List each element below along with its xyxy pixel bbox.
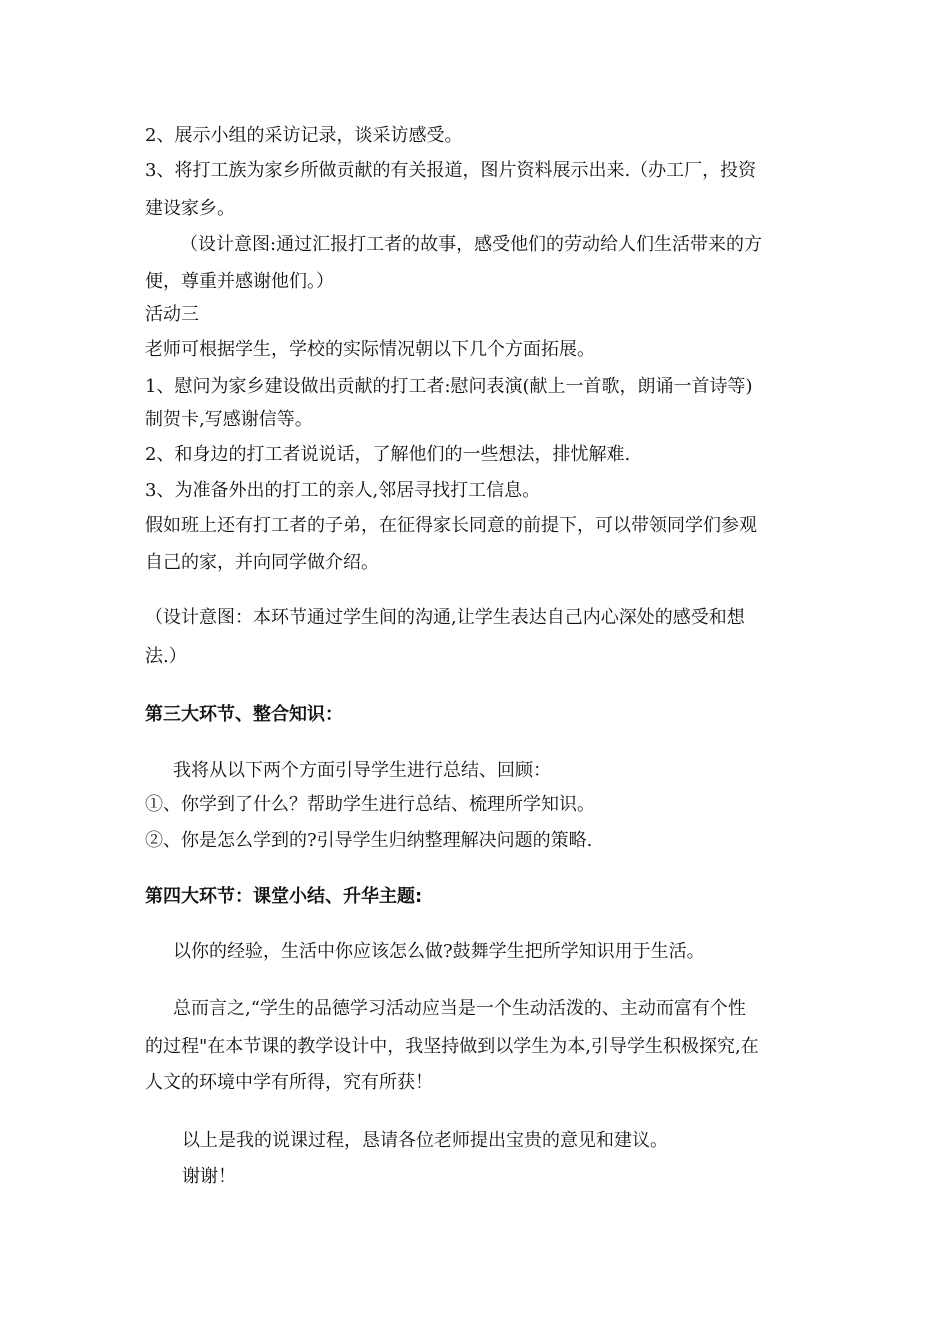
text-line: 2、和身边的打工者说说话，了解他们的一些想法，排忧解难. <box>145 444 631 465</box>
text-line: ②、你是怎么学到的?引导学生归纳整理解决问题的策略. <box>145 830 593 851</box>
text-line: 1、慰问为家乡建设做出贡献的打工者:慰问表演(献上一首歌，朗诵一首诗等) <box>145 376 753 397</box>
text-line: 以你的经验，生活中你应该怎么做?鼓舞学生把所学知识用于生活。 <box>173 941 705 962</box>
activity-heading: 活动三 <box>145 304 199 325</box>
text-line: 3、将打工族为家乡所做贡献的有关报道，图片资料展示出来.（办工厂，投资 <box>145 160 757 181</box>
closing-remark: 以上是我的说课过程，恳请各位老师提出宝贵的意见和建议。 <box>182 1130 668 1151</box>
design-intent-note: （设计意图：本环节通过学生间的沟通,让学生表达自己内心深处的感受和想 <box>145 607 745 628</box>
text-line: 我将从以下两个方面引导学生进行总结、回顾： <box>173 760 551 781</box>
text-line: 制贺卡,写感谢信等。 <box>145 409 313 430</box>
text-line: 3、为准备外出的打工的亲人,邻居寻找打工信息。 <box>145 480 541 501</box>
section-heading-4: 第四大环节：课堂小结、升华主题: <box>145 886 423 907</box>
text-line: ①、你学到了什么？帮助学生进行总结、梳理所学知识。 <box>145 794 595 815</box>
text-line: 总而言之,“学生的品德学习活动应当是一个生动活泼的、主动而富有个性 <box>173 998 746 1019</box>
text-line: 假如班上还有打工者的子弟，在征得家长同意的前提下，可以带领同学们参观 <box>145 515 757 536</box>
thanks-text: 谢谢！ <box>182 1166 236 1187</box>
section-heading-3: 第三大环节、整合知识： <box>145 704 343 725</box>
text-line: 便，尊重并感谢他们。） <box>145 271 334 292</box>
text-line: 老师可根据学生，学校的实际情况朝以下几个方面拓展。 <box>145 339 595 360</box>
text-line: 自己的家，并向同学做介绍。 <box>145 552 379 573</box>
text-line: 法.） <box>145 646 187 667</box>
text-line: 的过程"在本节课的教学设计中，我坚持做到以学生为本,引导学生积极探究,在 <box>145 1036 759 1057</box>
text-line: 建设家乡。 <box>145 198 235 219</box>
text-line: 2、展示小组的采访记录，谈采访感受。 <box>145 125 463 146</box>
design-intent-note: （设计意图:通过汇报打工者的故事，感受他们的劳动给人们生活带来的方 <box>180 234 763 255</box>
text-line: 人文的环境中学有所得，究有所获！ <box>145 1072 433 1093</box>
